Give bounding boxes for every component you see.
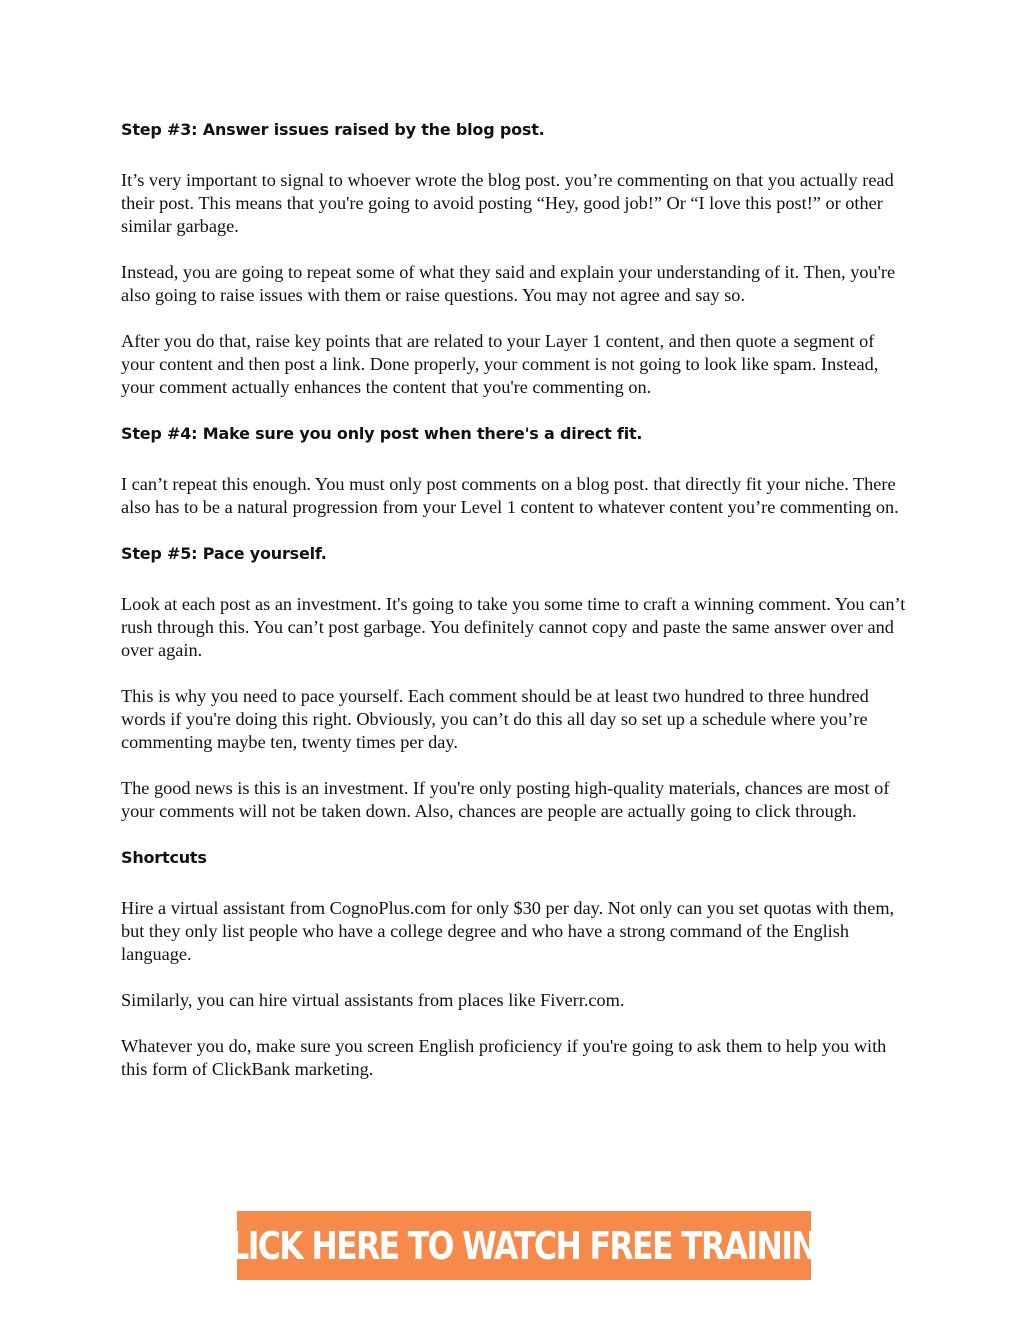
- shortcuts-paragraph-3: Whatever you do, make sure you screen English proficiency if you're going to ask them to help you with this form of ClickBank marketing.: [121, 1036, 887, 1079]
- shortcuts-heading: Shortcuts: [121, 848, 207, 867]
- step-5-paragraph-3: The good news is this is an investment. If you're only posting high-quality materials, chances are most of your comments will not be taken down. Also, chances are people are actually going to click through.: [121, 778, 890, 821]
- step-3-heading: Step #3: Answer issues raised by the blog post.: [121, 120, 545, 139]
- step-3-paragraph-2: Instead, you are going to repeat some of what they said and explain your understanding of it. Then, you're also going to raise issues with them or raise questions. You may not agree and say so.: [121, 262, 896, 305]
- step-4-heading: Step #4: Make sure you only post when there's a direct fit.: [121, 424, 643, 443]
- step-5-heading: Step #5: Pace yourself.: [121, 544, 327, 563]
- cta-label: CLICK HERE TO WATCH FREE TRAINING: [207, 1223, 841, 1268]
- step-5-paragraph-1: Look at each post as an investment. It's going to take you some time to craft a winning comment. You can’t rush through this. You can’t post garbage. You definitely cannot copy and paste the same answer over and over again.: [121, 594, 906, 660]
- step-3-paragraph-3: After you do that, raise key points that are related to your Layer 1 content, and then quote a segment of your content and then post a link. Done properly, your comment is not going to look like spam. Instead, your comment actually enhances the content that you're commenting on.: [121, 331, 879, 397]
- shortcuts-paragraph-2: Similarly, you can hire virtual assistants from places like Fiverr.com.: [121, 990, 625, 1010]
- watch-free-training-button[interactable]: [207, 1211, 841, 1280]
- step-4-paragraph-1: I can’t repeat this enough. You must only post comments on a blog post. that directly fit your niche. There also has to be a natural progression from your Level 1 content to whatever content you’re commenting on.: [121, 474, 899, 517]
- step-3-paragraph-1: It’s very important to signal to whoever wrote the blog post. you’re commenting on that you actually read their post. This means that you're going to avoid posting “Hey, good job!” Or “I love this post!” or other similar garbage.: [121, 170, 894, 236]
- step-5-paragraph-2: This is why you need to pace yourself. Each comment should be at least two hundred to three hundred words if you're doing this right. Obviously, you can’t do this all day so set up a schedule where you’re commenting maybe ten, twenty times per day.: [121, 686, 869, 752]
- document-body: [121, 118, 911, 1104]
- shortcuts-paragraph-1: Hire a virtual assistant from CognoPlus.com for only $30 per day. Not only can you set quotas with them, but they only list people who have a college degree and who have a strong command of the English language.: [121, 898, 895, 964]
